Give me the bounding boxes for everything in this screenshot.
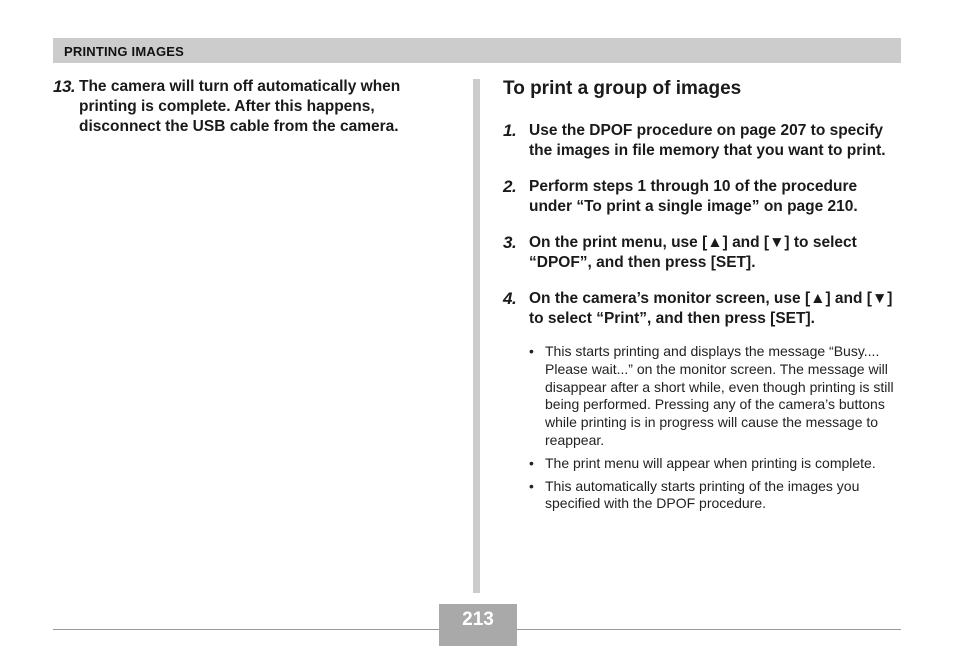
step-4: [503, 289, 903, 329]
note-bullet: • This automatically starts printing of the images you specified with the DPOF procedure.: [529, 478, 903, 514]
page-number-box: [439, 604, 517, 646]
step-number: 4.: [503, 289, 517, 308]
step-13: [53, 77, 453, 137]
step-number: 2.: [503, 177, 517, 196]
section-header-title: PRINTING IMAGES: [64, 44, 185, 59]
step-text: Perform steps 1 through 10 of the procedure under “To print a single image” on page 210.: [529, 178, 858, 215]
step-1: [503, 121, 903, 161]
step-text: The camera will turn off automatically when printing is complete. After this happens, disconnect the USB cable from the camera.: [79, 78, 401, 135]
step-3: [503, 233, 903, 273]
step-text: On the camera’s monitor screen, use [▲] and [▼] to select “Print”, and then press [SET].: [529, 290, 893, 327]
right-column: [503, 78, 903, 518]
step-number: 13.: [53, 77, 76, 96]
column-divider: [473, 79, 480, 593]
note-bullet-list: [503, 343, 903, 513]
note-bullet: • This starts printing and displays the message “Busy.... Please wait...” on the monitor screen. The message will disappear after a short while, even though printing is still being performed. Pressing any of the camera’s buttons while printing is in progress will cause the message to reappear.: [529, 343, 903, 450]
section-header-bar: [53, 38, 901, 63]
step-2: [503, 177, 903, 217]
step-number: 1.: [503, 121, 517, 140]
step-number: 3.: [503, 233, 517, 252]
step-text: On the print menu, use [▲] and [▼] to select “DPOF”, and then press [SET].: [529, 234, 857, 271]
subsection-title: To print a group of images: [503, 78, 742, 99]
page-number: 213: [462, 609, 494, 630]
note-bullet: • The print menu will appear when printing is complete.: [529, 455, 903, 473]
step-text: Use the DPOF procedure on page 207 to specify the images in file memory that you want to print.: [529, 122, 886, 159]
left-column: [53, 77, 453, 137]
